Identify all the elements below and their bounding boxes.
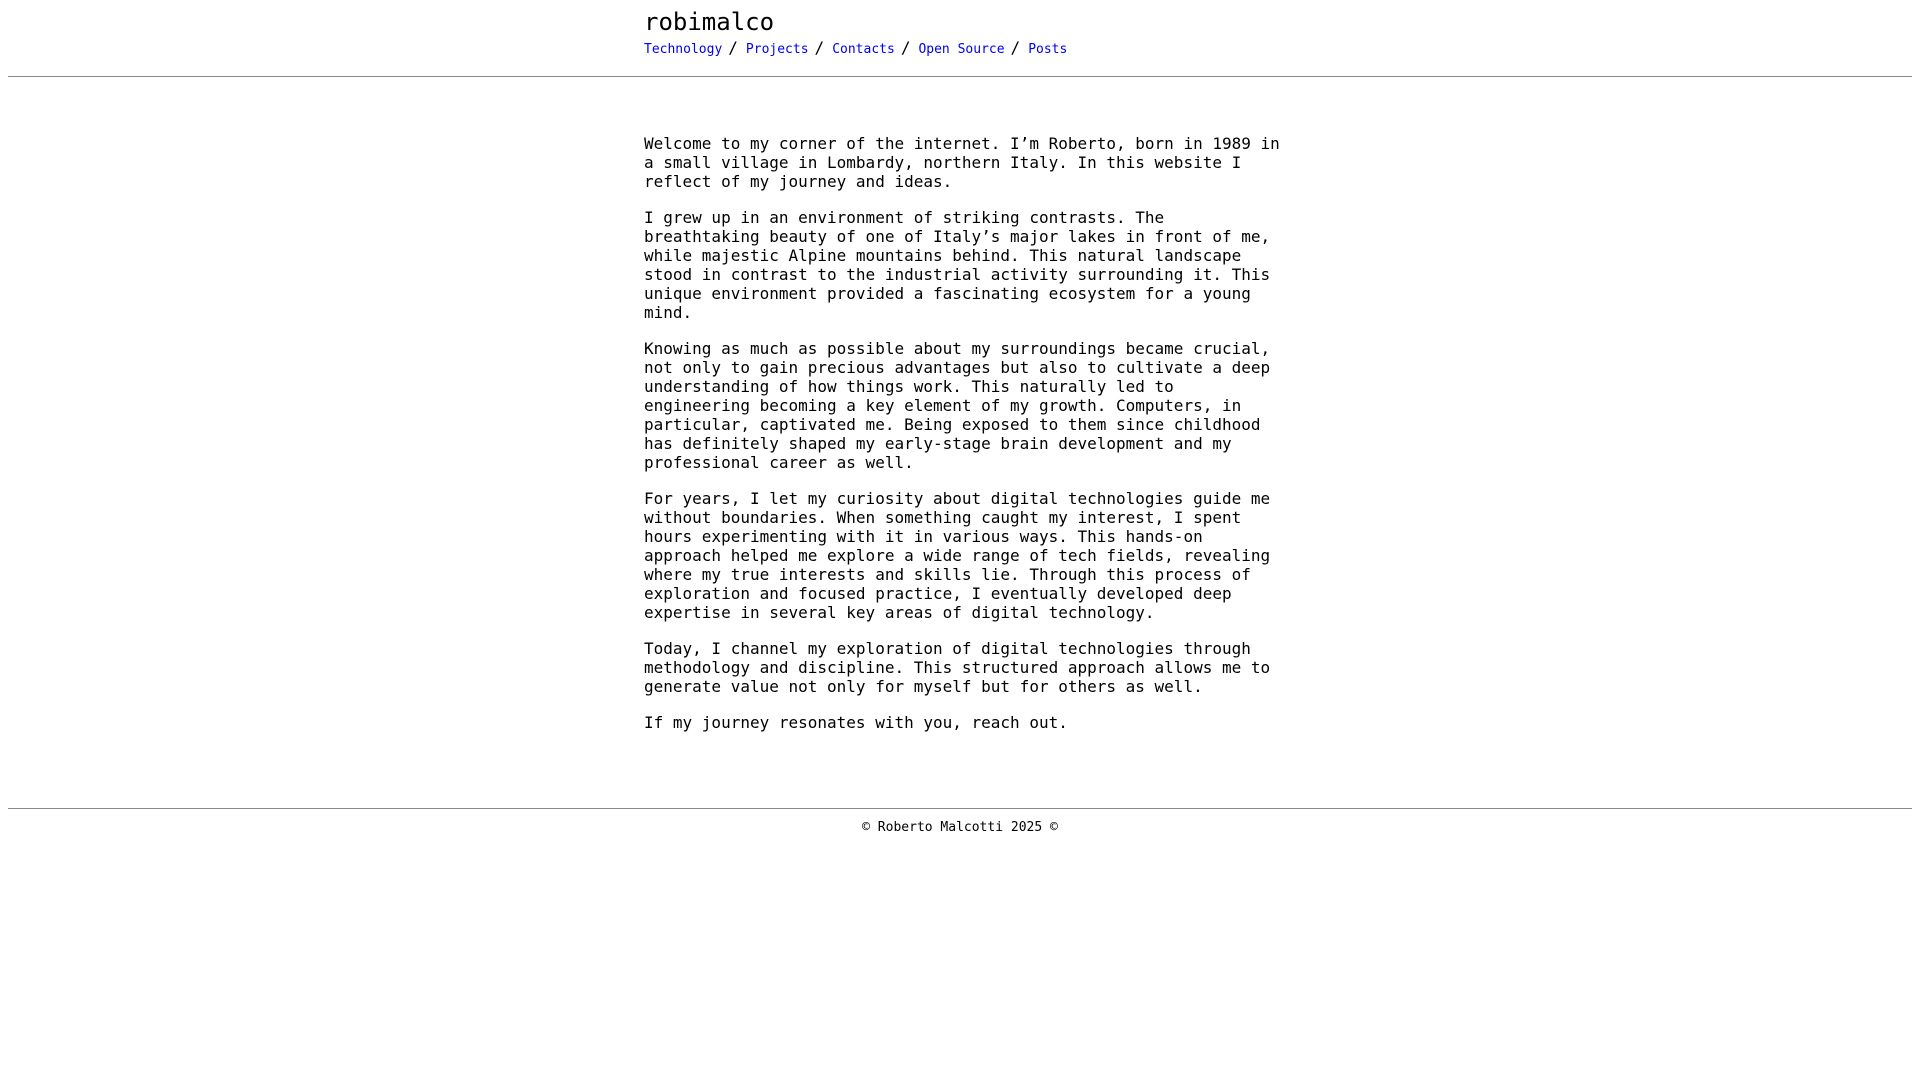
intro-paragraph: For years, I let my curiosity about digital technologies guide me without boundaries. When something caught my interest, I spent hours experimenting with it in various ways. This hands-on approach helped me explore a wide range of tech fields, revealing where my true interests and skills lie. Through this process of exploration and focused practice, I eventually developed deep expertise in several key areas of digital technology.: [644, 489, 1271, 622]
site-title[interactable]: robimalco: [644, 8, 775, 36]
copyright-text: © Roberto Malcotti 2025 ©: [862, 820, 1058, 835]
header-divider: [8, 76, 1912, 77]
nav-separator: /: [728, 38, 738, 57]
nav-separator: /: [814, 38, 825, 57]
site-header: [0, 0, 1920, 78]
intro-paragraph: Today, I channel my exploration of digital technologies through methodology and discipline. This structured approach allows me to generate value not only for myself but for others as well.: [644, 639, 1271, 696]
nav-link-posts[interactable]: Posts: [1028, 42, 1068, 57]
site-footer: [0, 818, 1920, 838]
nav-link-technology[interactable]: Technology: [644, 42, 723, 57]
intro-paragraph: Knowing as much as possible about my surroundings became crucial, not only to gain precious advantages but also to cultivate a deep understanding of how things work. This naturally led to engineering becoming a key element of my growth. Computers, in particular, captivated me. Being exposed to them since childhood has definitely shaped my early-stage brain development and my professional career as well.: [644, 339, 1271, 472]
main-nav: [644, 38, 1067, 60]
intro-content: [644, 134, 1284, 749]
intro-paragraph: Welcome to my corner of the internet. I’m Roberto, born in 1989 in a small village in Lombardy, northern Italy. In this website I reflect of my journey and ideas.: [644, 134, 1280, 191]
nav-link-open-source[interactable]: Open Source: [918, 42, 1005, 57]
nav-link-projects[interactable]: Projects: [745, 42, 809, 57]
footer-divider: [8, 808, 1912, 809]
intro-paragraph: I grew up in an environment of striking contrasts. The breathtaking beauty of one of Italy’s major lakes in front of me, while majestic Alpine mountains behind. This natural landscape stood in contrast to the industrial activity surrounding it. This unique environment provided a fascinating ecosystem for a young mind.: [644, 208, 1271, 322]
nav-separator: /: [900, 38, 911, 57]
intro-paragraph: If my journey resonates with you, reach out.: [644, 713, 1068, 732]
nav-separator: /: [1010, 38, 1021, 57]
nav-link-contacts[interactable]: Contacts: [832, 42, 895, 57]
